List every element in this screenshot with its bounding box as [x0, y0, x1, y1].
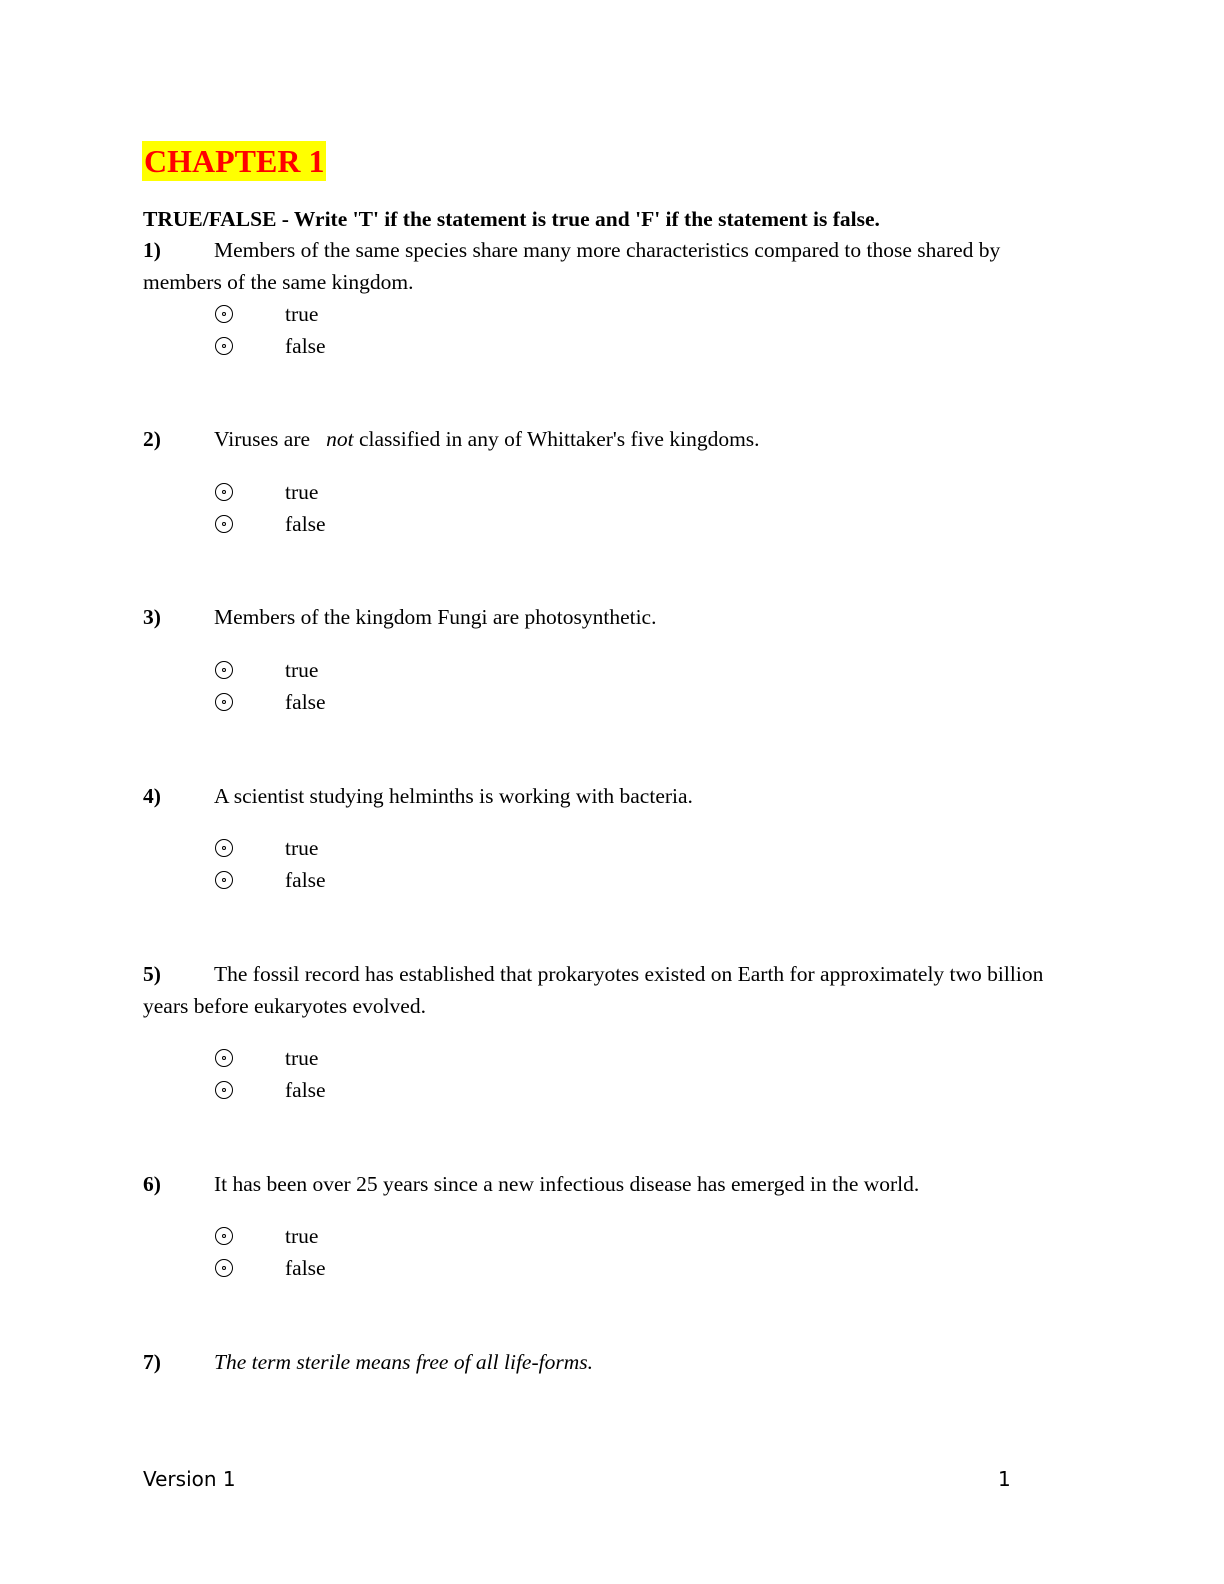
question-3 [143, 602, 1083, 634]
radio-icon[interactable] [215, 483, 233, 501]
radio-icon[interactable] [215, 1259, 233, 1277]
option-label: false [285, 1078, 326, 1102]
radio-icon[interactable] [215, 661, 233, 679]
question-7 [143, 1347, 1083, 1379]
option-label: true [285, 1224, 319, 1248]
option-label: false [285, 512, 326, 536]
option-label: true [285, 836, 319, 860]
radio-icon[interactable] [215, 515, 233, 533]
question-2 [143, 424, 1083, 456]
question-number: 7) [143, 1350, 161, 1374]
radio-icon[interactable] [215, 693, 233, 711]
question-text: The fossil record has established that prokaryotes existed on Earth for approximately two billion years before eukaryotes evolved. [143, 962, 1044, 1018]
option-label: false [285, 868, 326, 892]
radio-icon[interactable] [215, 1227, 233, 1245]
instructions: TRUE/FALSE - Write 'T' if the statement is true and 'F' if the statement is false. [143, 207, 880, 231]
chapter-title: CHAPTER 1 [144, 143, 325, 179]
footer-version: Version 1 [143, 1467, 236, 1491]
question-number: 3) [143, 605, 161, 629]
question-text [214, 427, 760, 451]
question-text: The term sterile means free of all life-forms. [214, 1350, 593, 1374]
question-4 [143, 781, 1083, 813]
question-1 [143, 235, 1083, 298]
question-text: It has been over 25 years since a new infectious disease has emerged in the world. [214, 1172, 920, 1196]
question-text: Members of the same species share many more characteristics compared to those shared by members of the same kingdom. [143, 238, 1001, 294]
question-text-emphasis: not [326, 427, 354, 451]
option-label: false [285, 334, 326, 358]
option-label: true [285, 302, 319, 326]
question-text: Members of the kingdom Fungi are photosynthetic. [214, 605, 657, 629]
question-text-before: Viruses are [214, 427, 311, 451]
radio-icon[interactable] [215, 337, 233, 355]
question-5 [143, 959, 1083, 1022]
radio-icon[interactable] [215, 839, 233, 857]
question-text: A scientist studying helminths is working with bacteria. [214, 784, 693, 808]
radio-icon[interactable] [215, 871, 233, 889]
radio-icon[interactable] [215, 1081, 233, 1099]
question-number: 5) [143, 962, 161, 986]
option-label: true [285, 1046, 319, 1070]
option-label: false [285, 1256, 326, 1280]
question-number: 1) [143, 238, 161, 262]
option-label: true [285, 480, 319, 504]
question-number: 6) [143, 1172, 161, 1196]
radio-icon[interactable] [215, 305, 233, 323]
question-text-after: classified in any of Whittaker's five kingdoms. [359, 427, 760, 451]
question-6 [143, 1169, 1083, 1201]
question-number: 2) [143, 427, 161, 451]
radio-icon[interactable] [215, 1049, 233, 1067]
option-label: false [285, 690, 326, 714]
footer-page-number: 1 [998, 1467, 1011, 1491]
option-label: true [285, 658, 319, 682]
question-number: 4) [143, 784, 161, 808]
